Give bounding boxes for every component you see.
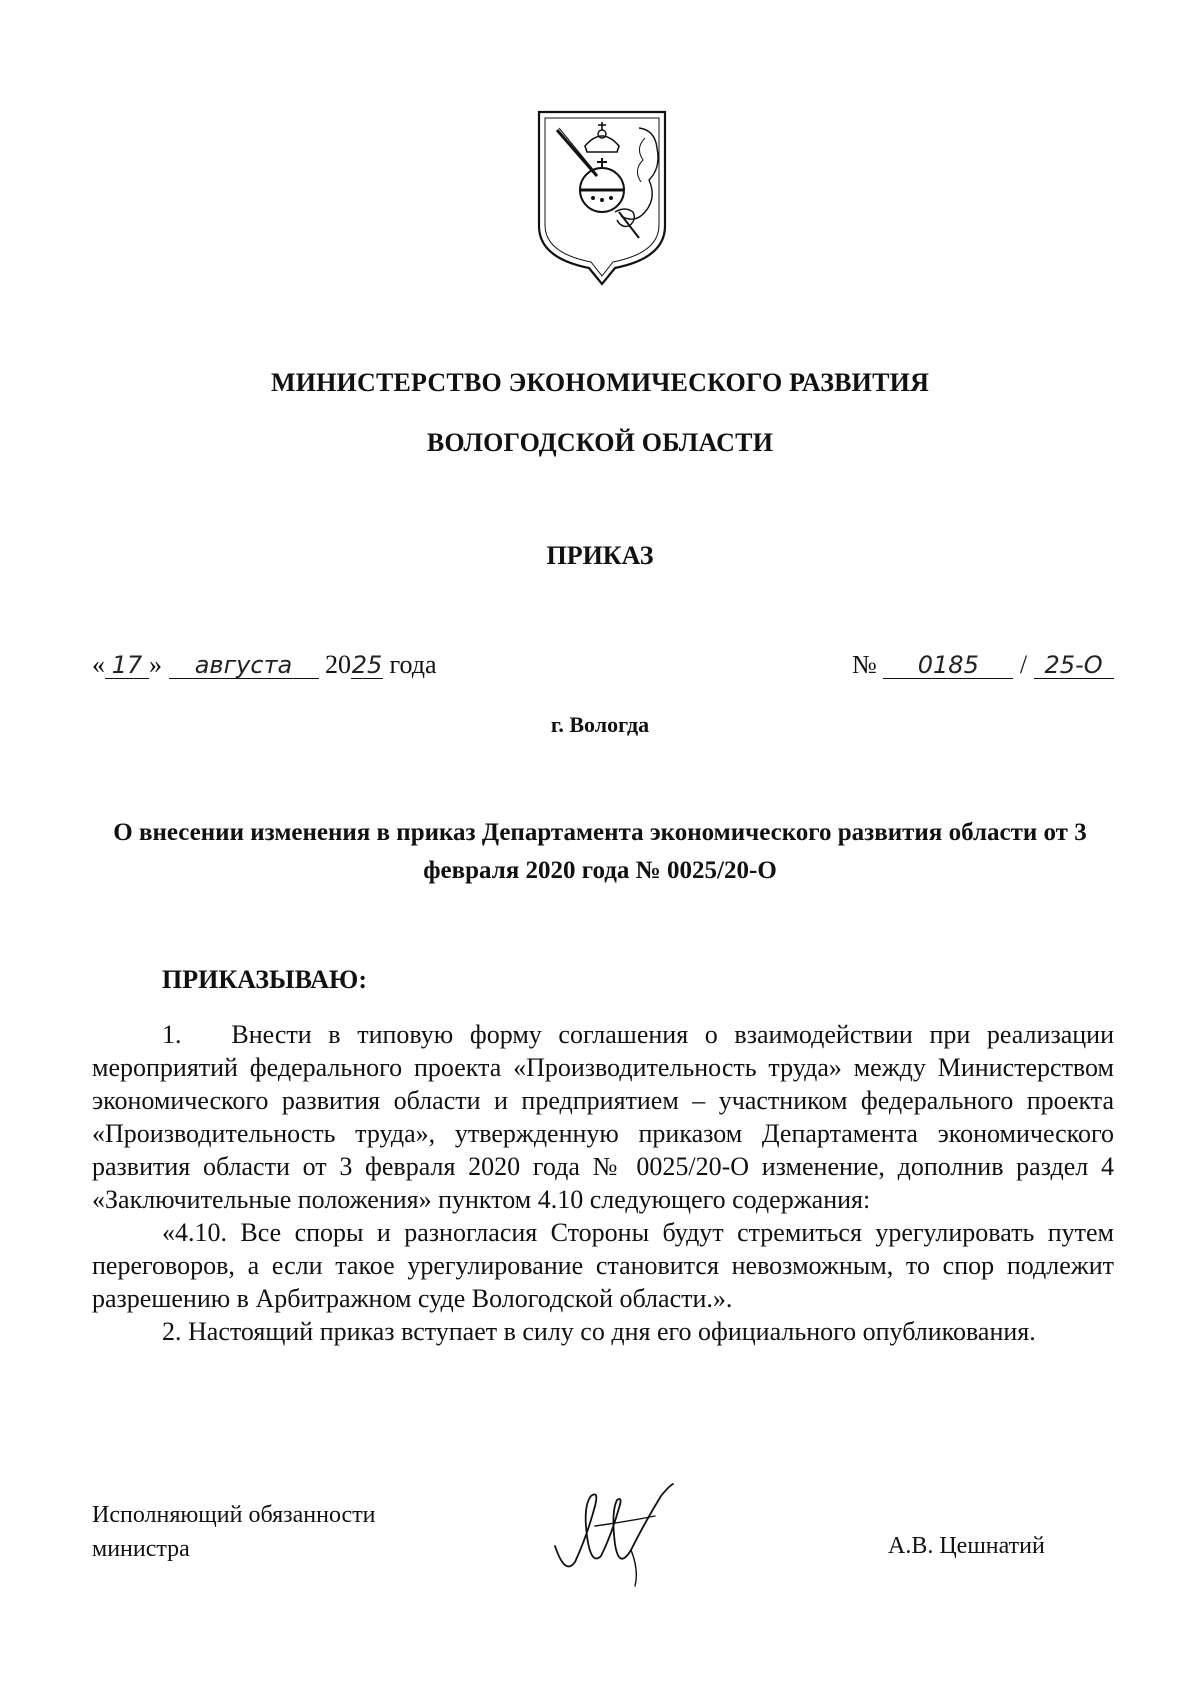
date-close-quote: » bbox=[149, 650, 162, 679]
document-type-title: ПРИКАЗ bbox=[546, 541, 654, 570]
coat-of-arms-icon bbox=[535, 108, 669, 286]
date-year-suffix: 25 bbox=[351, 651, 383, 679]
number-sign: № bbox=[852, 650, 877, 679]
order-body bbox=[92, 1018, 1114, 1348]
paragraph-1: 1. Внести в типовую форму соглашения о взаимодействии при реализации мероприятий федерального проекта «Производительность труда» между Министерством экономического развития области и предприятием – участником федерального проекта «Производительность труда», утвержденную приказом Департамента экономического развития области от 3 февраля 2020 года № 0025/20-О изменение, дополнив раздел 4 «Заключительные положения» пунктом 4.10 следующего содержания: bbox=[92, 1020, 1114, 1214]
ministry-name-line1: МИНИСТЕРСТВО ЭКОНОМИЧЕСКОГО РАЗВИТИЯ bbox=[270, 368, 930, 397]
signatory-title-line2: министра bbox=[92, 1536, 190, 1562]
order-directive-heading: ПРИКАЗЫВАЮ: bbox=[162, 965, 367, 994]
number-part1: 0185 bbox=[883, 653, 1013, 679]
date-month: августа bbox=[169, 653, 319, 679]
number-part2: 25-О bbox=[1034, 653, 1114, 679]
date-day: 17 bbox=[105, 653, 149, 679]
order-subject: О внесении изменения в приказ Департамента экономического развития области от 3 февраля 2020 года № 0025/20-О bbox=[113, 819, 1087, 884]
order-number bbox=[852, 650, 1114, 680]
handwritten-signature-icon bbox=[535, 1466, 695, 1590]
number-separator: / bbox=[1019, 650, 1028, 679]
city-name: г. Вологда bbox=[550, 712, 650, 737]
signatory-title bbox=[92, 1498, 376, 1566]
date-year-prefix: 20 bbox=[325, 650, 351, 679]
signatory-name: А.В. Цешнатий bbox=[888, 1533, 1045, 1559]
date-open-quote: « bbox=[92, 650, 105, 679]
signatory-title-line1: Исполняющий обязанности bbox=[92, 1502, 376, 1528]
paragraph-quote: «4.10. Все споры и разногласия Стороны будут стремиться урегулировать путем переговоров, а если такое урегулирование становится невозможным, то спор подлежит разрешению в Арбитражном суде Вологодской области.». bbox=[92, 1218, 1114, 1313]
date-year-word: года bbox=[389, 650, 437, 679]
ministry-name-line2: ВОЛОГОДСКОЙ ОБЛАСТИ bbox=[426, 428, 774, 457]
paragraph-2: 2. Настоящий приказ вступает в силу со дня его официального опубликования. bbox=[162, 1317, 1036, 1346]
order-date bbox=[92, 650, 437, 680]
